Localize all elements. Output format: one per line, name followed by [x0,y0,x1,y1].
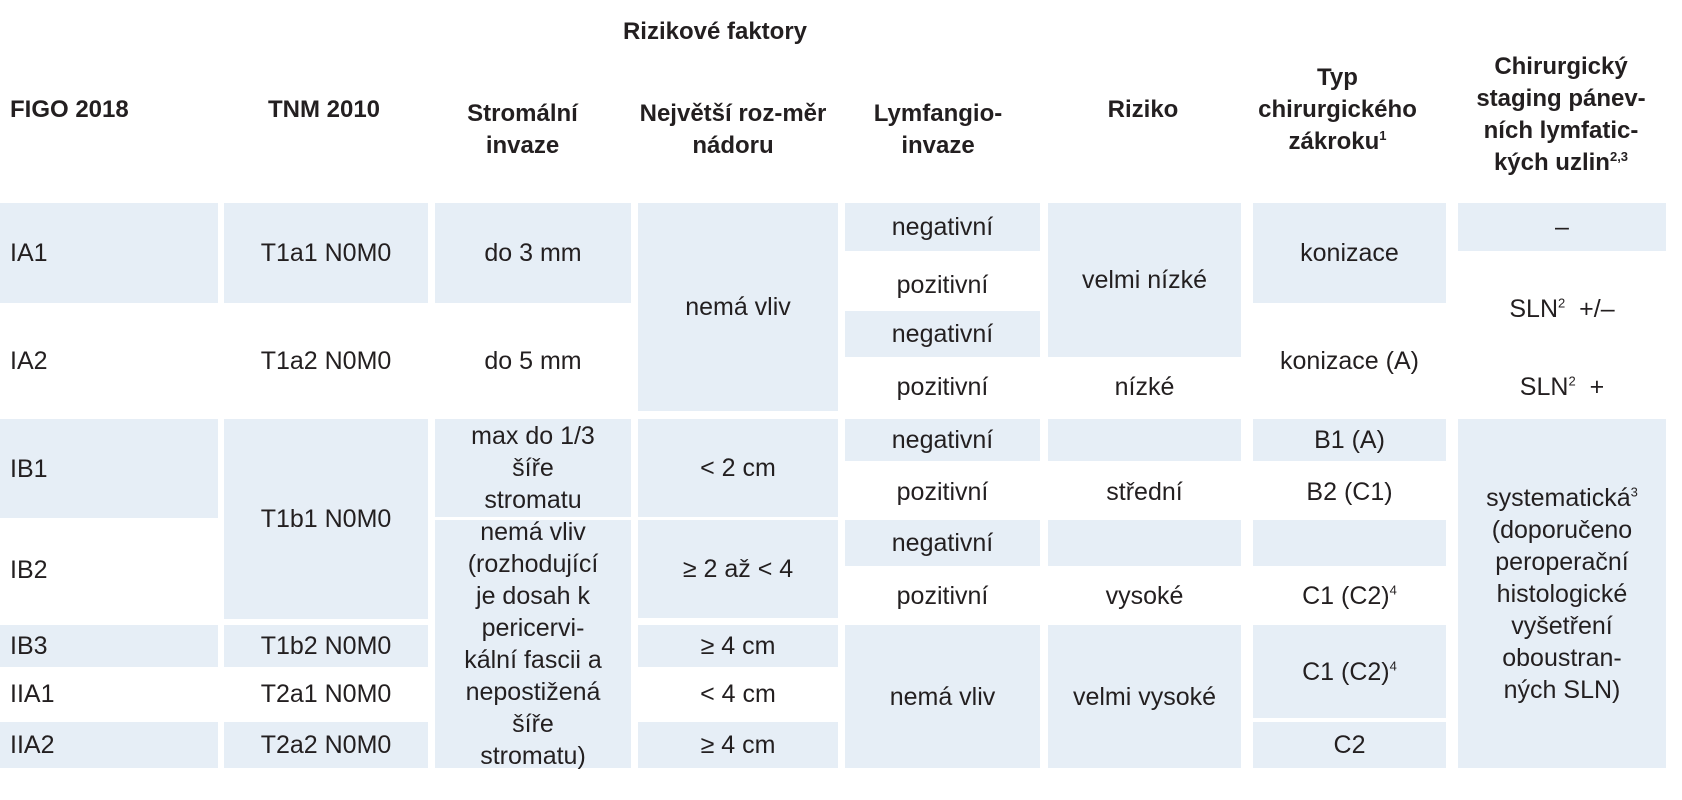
header-risk: Riziko [1107,96,1179,123]
figo-iia2: IIA2 [0,722,218,768]
figo-ib3: IB3 [0,625,218,667]
stromal-4: nemá vliv (rozhodující je dosah k pericervi-kální fascii a nepostižená šíře stromatu) [435,520,631,768]
stromal-1: do 3 mm [435,203,631,303]
tnm-t1a2: T1a2 N0M0 [260,347,392,375]
header-staging-text: Chirurgický staging pánev-ních lymfatic-kých uzlin [1476,53,1646,176]
staging-2-sup: 2 [1558,295,1566,311]
size-6: ≥ 4 cm [638,722,838,768]
risk-4: vysoké [1105,582,1184,610]
tnm-t1b2: T1b2 N0M0 [224,625,428,667]
risk-3: střední [1106,478,1183,506]
header-surgery-text: Typ chirurgického zákroku [1258,64,1417,155]
header-surgery-sup: 1 [1379,128,1387,143]
header-size: Největší roz-měr nádoru [639,100,827,159]
lymph-7: negativní [845,520,1040,566]
staging-2-suffix: +/– [1579,295,1615,323]
surgery-4: B2 (C1) [1306,478,1393,506]
tnm-t1a1: T1a1 N0M0 [224,203,428,303]
lymph-1: negativní [845,203,1040,251]
stromal-3: max do 1/3 šíře stromatu [435,419,631,517]
figo-ia2: IA2 [10,347,48,375]
header-surgery [1255,55,1420,165]
header-risk-factors: Rizikové faktory [622,18,808,45]
lymph-3: negativní [845,311,1040,357]
staging-4 [1458,419,1666,768]
staging-3 [1458,363,1666,411]
header-tnm: TNM 2010 [267,96,381,123]
risk-3-shade [1048,419,1241,461]
size-1: nemá vliv [638,203,838,411]
tnm-t2a1: T2a1 N0M0 [260,680,392,708]
surgery-6-sup: 4 [1389,658,1397,674]
staging-2-text: SLN [1509,295,1559,323]
surgery-5 [1253,572,1446,620]
lymph-8: pozitivní [896,582,989,610]
risk-4-shade [1048,520,1241,566]
staging-2 [1458,261,1666,357]
tnm-t1b1: T1b1 N0M0 [224,419,428,619]
size-2: < 2 cm [638,419,838,517]
header-staging-sup: 2,3 [1609,149,1629,164]
lymph-5: negativní [845,419,1040,461]
header-lymph: Lymfangio-invaze [873,100,1003,159]
header-staging [1458,35,1664,195]
surgery-5-shade [1253,520,1446,566]
surgery-1: konizace [1253,203,1446,303]
staging-3-sup: 2 [1568,373,1576,389]
risk-1: velmi nízké [1048,203,1241,357]
risk-5: velmi vysoké [1048,625,1241,768]
figo-ib1: IB1 [0,419,218,518]
staging-4-rest: (doporučeno peroperační histologické vyšetření oboustran-ných SLN) [1491,515,1633,704]
risk-2: nízké [1114,373,1175,401]
header-figo: FIGO 2018 [10,96,129,123]
surgery-7: C2 [1253,722,1446,768]
size-3: ≥ 2 až < 4 [638,520,838,618]
size-5: < 4 cm [700,680,776,708]
header-stromal: Stromální invaze [467,100,578,159]
staging-3-text: SLN [1519,373,1569,401]
surgery-6 [1253,625,1446,718]
figo-iia1: IIA1 [10,680,55,708]
stromal-2: do 5 mm [484,347,582,375]
surgery-2: konizace (A) [1280,347,1419,375]
lymph-6: pozitivní [896,478,989,506]
tnm-t2a2: T2a2 N0M0 [224,722,428,768]
lymph-4: pozitivní [896,373,989,401]
staging-4-sup: 3 [1630,484,1638,500]
surgery-3: B1 (A) [1253,419,1446,461]
size-4: ≥ 4 cm [638,625,838,667]
staging-1: – [1458,203,1666,251]
staging-4-text: systematická [1486,483,1631,512]
figo-ia1: IA1 [0,203,218,303]
surgery-5-text: C1 (C2) [1302,582,1390,610]
surgery-5-sup: 4 [1389,582,1397,598]
lymph-2: pozitivní [896,271,989,299]
staging-3-suffix: + [1589,373,1605,401]
lymph-9: nemá vliv [845,625,1040,768]
figo-ib2: IB2 [10,556,48,584]
surgery-6-text: C1 (C2) [1302,657,1390,686]
